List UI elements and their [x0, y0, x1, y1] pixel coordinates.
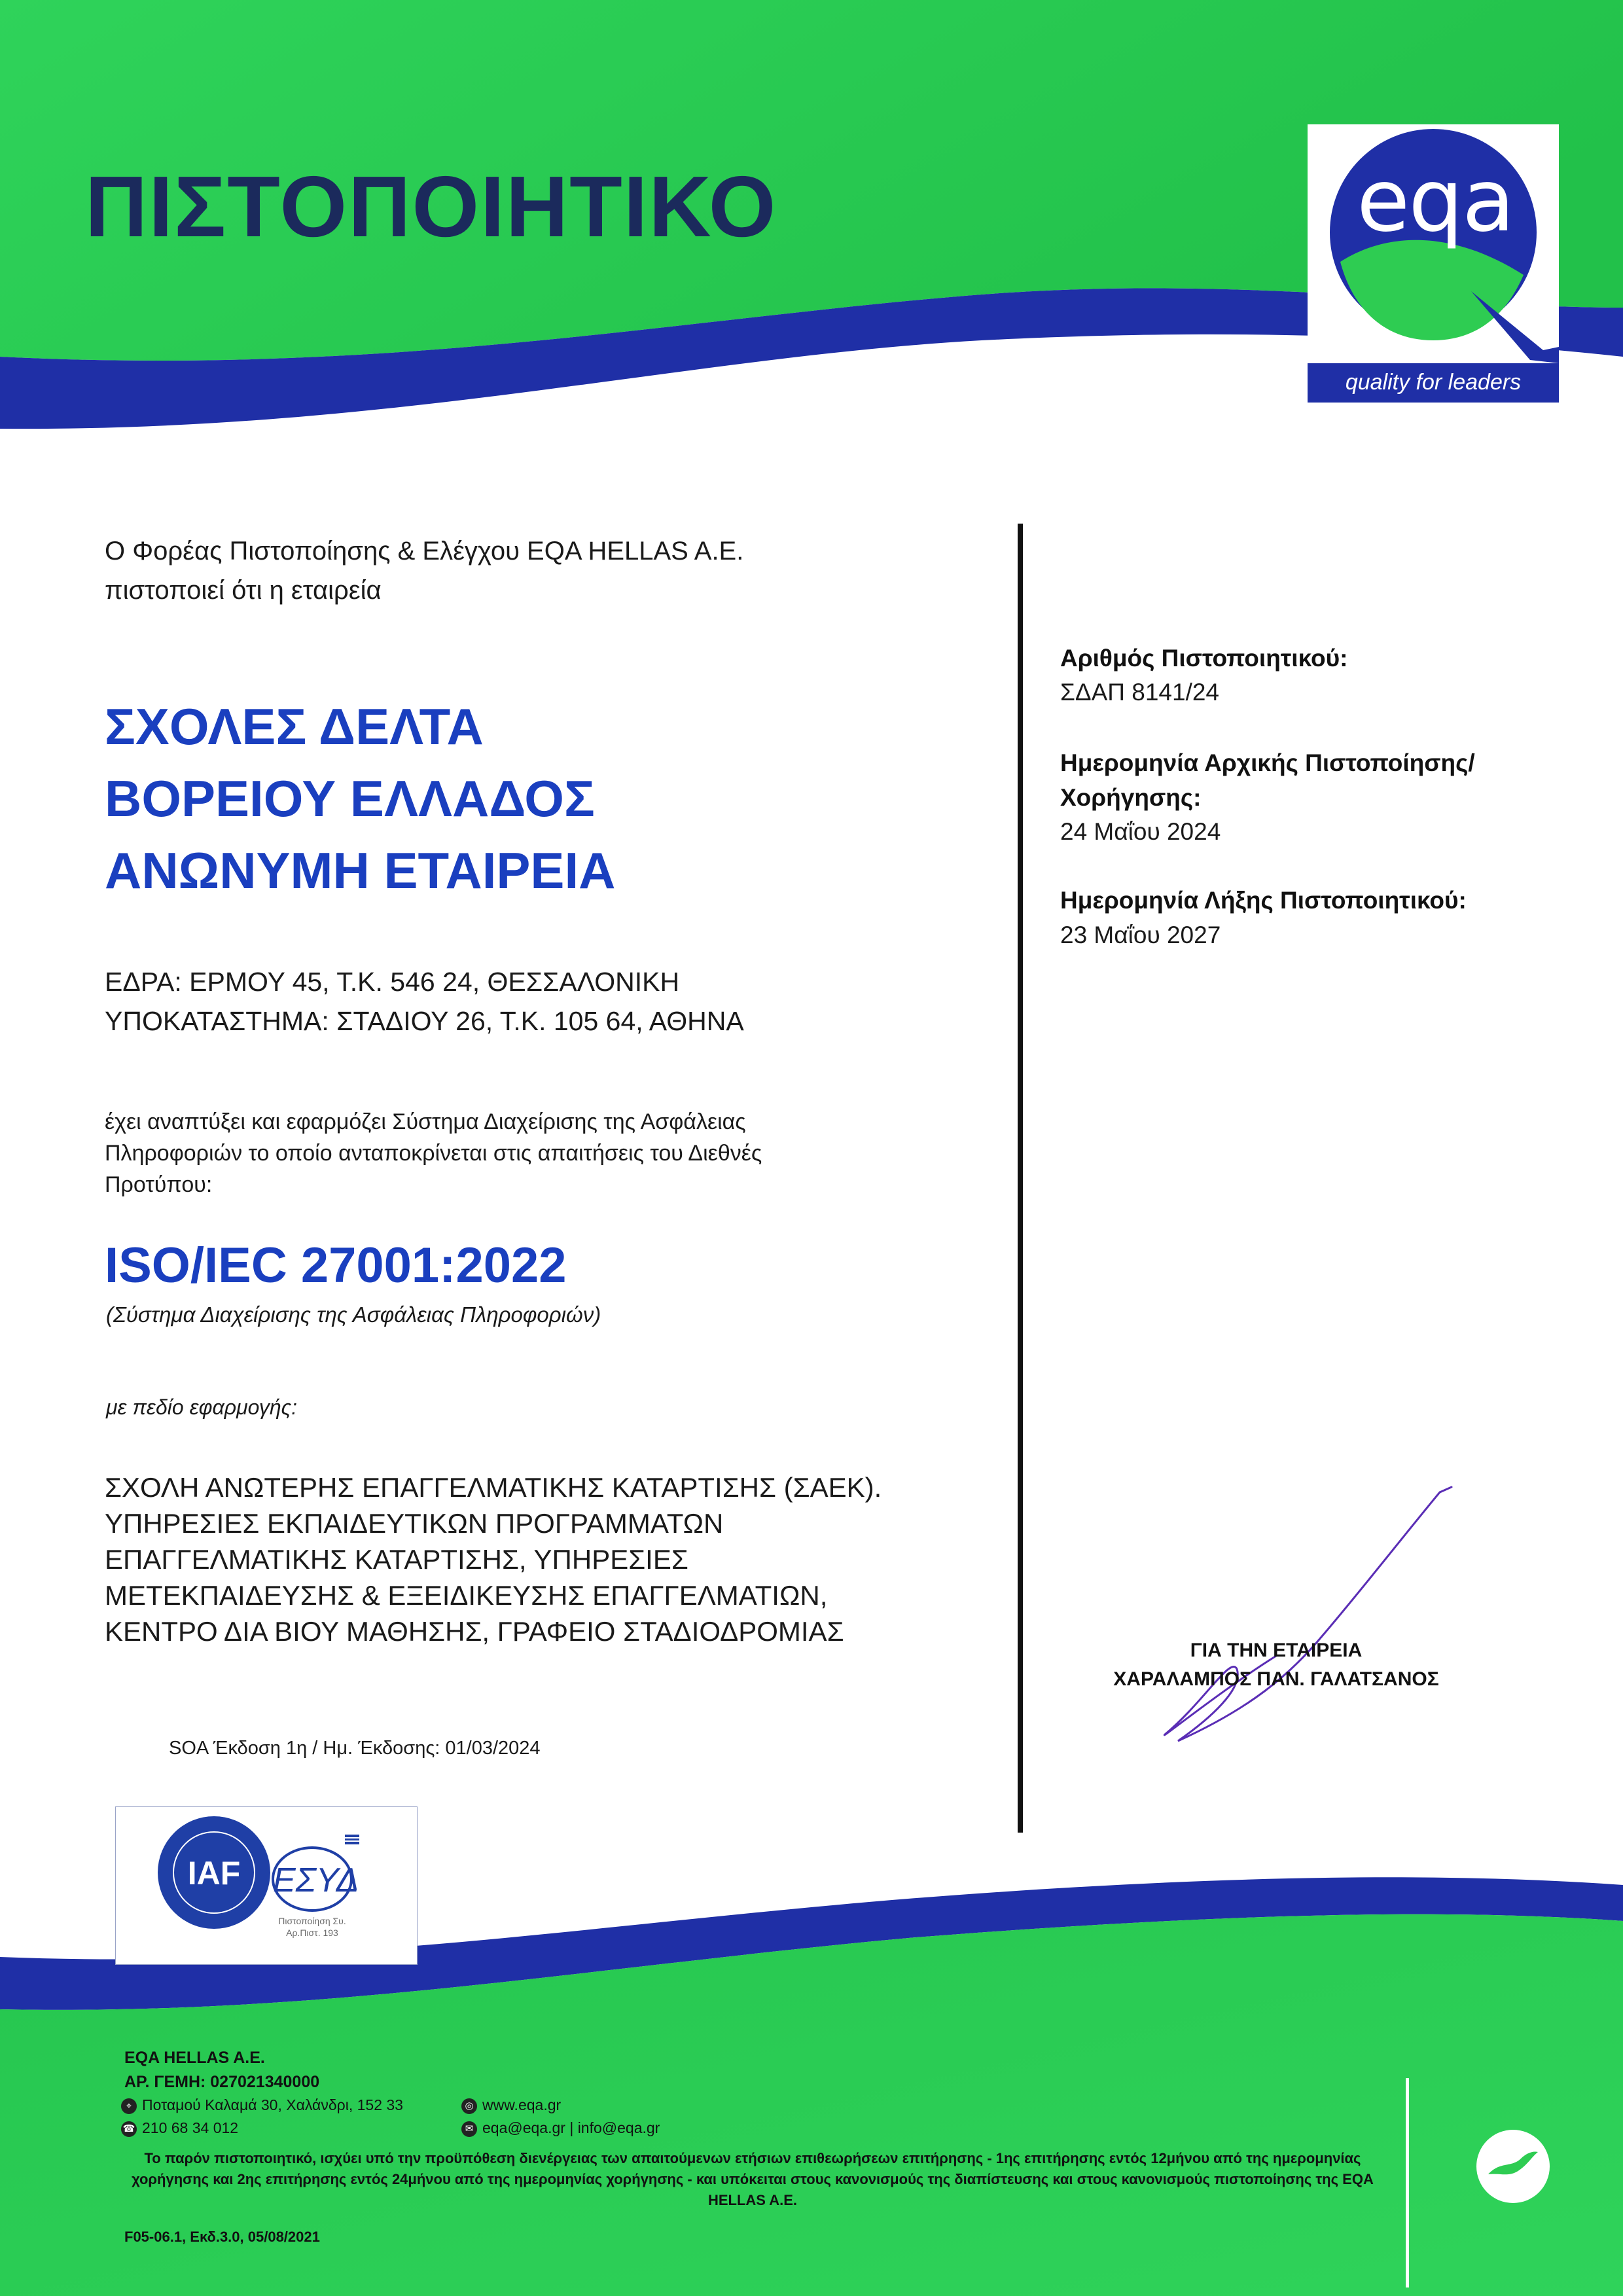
- signature-block: [1080, 1636, 1472, 1694]
- company-name-line-2: ΒΟΡΕΙΟΥ ΕΛΛΑΔΟΣ: [105, 770, 595, 827]
- eqa-logo: [1308, 124, 1559, 403]
- certificate-title: ΠΙΣΤΟΠΟΙΗΤΙΚΟ: [85, 158, 777, 255]
- iaf-label: IAF: [187, 1855, 241, 1892]
- company-name-line-1: ΣΧΟΛΕΣ ΔΕΛΤΑ: [105, 698, 484, 755]
- company-seat: ΕΔΡΑ: ΕΡΜΟΥ 45, Τ.Κ. 546 24, ΘΕΣΣΑΛΟΝΙΚΗ: [105, 967, 680, 997]
- accreditation-box: [115, 1806, 418, 1965]
- vertical-divider: [1018, 524, 1023, 1833]
- footer-address: Ποταμού Καλαμά 30, Χαλάνδρι, 152 33: [142, 2096, 403, 2113]
- company-branch: ΥΠΟΚΑΤΑΣΤΗΜΑ: ΣΤΑΔΙΟΥ 26, Τ.Κ. 105 64, ΑΘΗΝΑ: [105, 1006, 744, 1036]
- esyd-caption: [273, 1915, 351, 1939]
- company-address: [105, 962, 744, 1041]
- globe-icon: ◎: [461, 2098, 477, 2114]
- footer-email[interactable]: eqa@eqa.gr | info@eqa.gr: [482, 2119, 660, 2136]
- intro-text: [105, 531, 743, 610]
- cert-number-value: ΣΔΑΠ 8141/24: [1060, 679, 1220, 706]
- esyd-label: ΕΣΥΔ: [273, 1861, 359, 1899]
- email-icon: ✉: [461, 2121, 477, 2137]
- company-name-line-3: ΑΝΩΝΥΜΗ ΕΤΑΙΡΕΙΑ: [105, 842, 616, 899]
- handwritten-signature: [1126, 1473, 1479, 1767]
- signature-line-1: ΓΙΑ ΤΗΝ ΕΤΑΙΡΕΙΑ: [1190, 1640, 1363, 1661]
- esyd-caption-2: Αρ.Πιστ. 193: [286, 1928, 338, 1938]
- footer-email-row: [461, 2119, 660, 2137]
- compliance-statement: έχει αναπτύξει και εφαρμόζει Σύστημα Διαχείρισης της Ασφάλειας Πληροφοριών το οποίο ανταποκρίνεται στις απαιτήσεις του Διεθνές Προτύπου:: [105, 1109, 762, 1197]
- eqa-logo-tagline: quality for leaders: [1345, 370, 1522, 395]
- esyd-caption-1: Πιστοποίηση Συ.: [278, 1916, 346, 1926]
- initial-date-label-2: Χορήγησης:: [1060, 784, 1202, 811]
- soa-version: SOA Έκδοση 1η / Ημ. Έκδοσης: 01/03/2024: [169, 1738, 541, 1759]
- footer-form-code: F05-06.1, Εκδ.3.0, 05/08/2021: [124, 2229, 320, 2245]
- footer-phone-row: [121, 2119, 238, 2137]
- footer-divider: [1406, 2078, 1409, 2287]
- company-name: [105, 691, 615, 906]
- scope-text: ΣΧΟΛΗ ΑΝΩΤΕΡΗΣ ΕΠΑΓΓΕΛΜΑΤΙΚΗΣ ΚΑΤΑΡΤΙΣΗΣ (ΣΑΕΚ). ΥΠΗΡΕΣΙΕΣ ΕΚΠΑΙΔΕΥΤΙΚΩΝ ΠΡΟΓΡΑΜΜΑΤΩΝ ΕΠΑΓΓΕΛΜΑΤΙΚΗΣ ΚΑΤΑΡΤΙΣΗΣ, ΥΠΗΡΕΣΙΕΣ ΜΕΤΕΚΠΑΙΔΕΥΣΗΣ & ΕΞΕΙΔΙΚΕΥΣΗΣ ΕΠΑΓΓΕΛΜΑΤΙΩΝ, ΚΕΝΤΡΟ ΔΙΑ ΒΙΟΥ ΜΑΘΗΣΗΣ, ΓΡΑΦΕΙΟ ΣΤΑΔΙΟΔΡΟΜΙΑΣ: [105, 1472, 882, 1647]
- location-pin-icon: ⌖: [121, 2098, 137, 2114]
- footer-website[interactable]: www.eqa.gr: [482, 2096, 562, 2113]
- initial-date-value: 24 Μαΐου 2024: [1060, 818, 1221, 845]
- cert-number-label: Αριθμός Πιστοποιητικού:: [1060, 645, 1348, 672]
- expiry-date-label: Ημερομηνία Λήξης Πιστοποιητικού:: [1060, 887, 1467, 914]
- intro-line-1: Ο Φορέας Πιστοποίησης & Ελέγχου EQA HELLAS A.E.: [105, 537, 744, 565]
- footer-validity-note: Το παρόν πιστοποιητικό, ισχύει υπό την προϋπόθεση διενέργειας των απαιτούμενων ετήσιων επιθεωρήσεων επιτήρησης - 1ης επιτήρησης εντός 12μήνου από της ημερομηνίας χορήγησης και 2ης επιτήρησης εντός 24μήνου από της ημερομηνίας χορήγησης - και υπόκειται στους κανονισμούς της διαπίστευσης και στους κανονισμούς πιστοποίησης της EQA HELLAS A.E.: [132, 2150, 1374, 2208]
- scope-label: με πεδίο εφαρμογής:: [106, 1395, 298, 1419]
- standard-description: (Σύστημα Διαχείρισης της Ασφάλειας Πληροφοριών): [106, 1302, 601, 1327]
- footer-website-row: [461, 2096, 561, 2114]
- intro-line-2: πιστοποιεί ότι η εταιρεία: [105, 576, 382, 605]
- footer-gemi: ΑΡ. ΓΕΜΗ: 027021340000: [124, 2073, 320, 2091]
- initial-date-label-1: Ημερομηνία Αρχικής Πιστοποίησης/: [1060, 749, 1475, 776]
- signature-name: ΧΑΡΑΛΑΜΠΟΣ ΠΑΝ. ΓΑΛΑΤΣΑΝΟΣ: [1113, 1668, 1439, 1690]
- standard-code: ISO/IEC 27001:2022: [105, 1238, 567, 1293]
- footer-phone: 210 68 34 012: [142, 2119, 239, 2136]
- accreditation-logos: [116, 1807, 417, 1964]
- expiry-date-value: 23 Μαΐου 2027: [1060, 922, 1221, 948]
- phone-icon: ☎: [121, 2121, 137, 2137]
- eqa-seal-icon: [1474, 2127, 1552, 2206]
- footer-company: EQA HELLAS A.E.: [124, 2049, 265, 2067]
- eqa-logo-text: eqa: [1357, 151, 1514, 251]
- greek-flag: [345, 1835, 359, 1844]
- footer-address-row: [121, 2096, 403, 2114]
